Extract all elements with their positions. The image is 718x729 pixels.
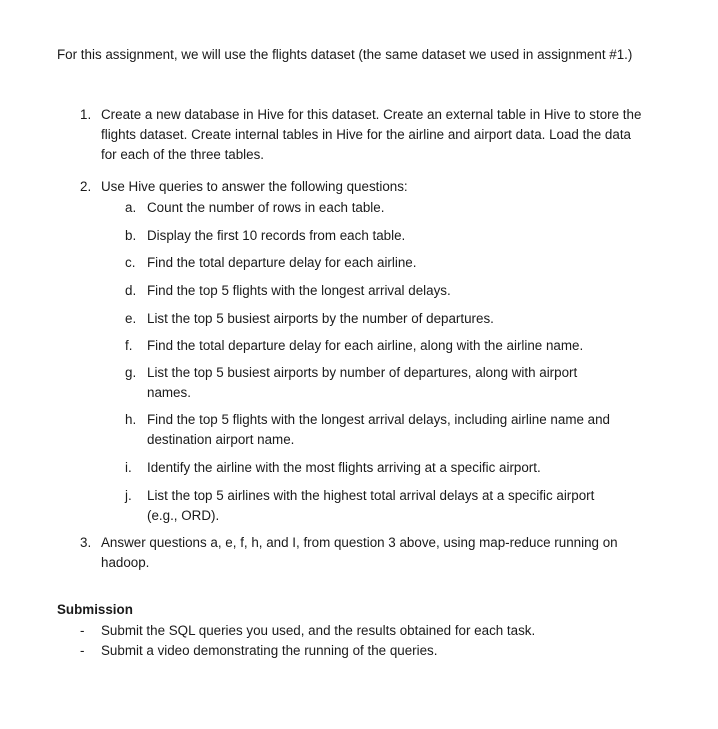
subitem-e-marker: e. — [125, 311, 137, 326]
subitem-d-marker: d. — [125, 283, 137, 298]
subitem-i-text: Identify the airline with the most flights arriving at a specific airport. — [147, 460, 541, 475]
item-1-number: 1. — [80, 107, 92, 122]
item-2-number: 2. — [80, 179, 92, 194]
subitem-a-text: Count the number of rows in each table. — [147, 200, 385, 215]
intro-paragraph: For this assignment, we will use the flights dataset (the same dataset we used in assignment #1.) — [57, 47, 633, 62]
submission-bullet-2-text: Submit a video demonstrating the running of the queries. — [101, 643, 438, 658]
subitem-a-marker: a. — [125, 200, 137, 215]
subitem-h-marker: h. — [125, 412, 137, 427]
subitem-b-marker: b. — [125, 228, 137, 243]
subitem-i-marker: i. — [125, 460, 132, 475]
subitem-g-marker: g. — [125, 365, 137, 380]
subitem-c-text: Find the total departure delay for each airline. — [147, 255, 417, 270]
subitem-e-text: List the top 5 busiest airports by the number of departures. — [147, 311, 494, 326]
submission-bullet-2-marker: - — [80, 643, 85, 658]
subitem-h-text: Find the top 5 flights with the longest arrival delays, including airline name and destination airport name. — [147, 412, 610, 447]
subitem-g-text: List the top 5 busiest airports by number of departures, along with airport names. — [147, 365, 578, 400]
subitem-j-text: List the top 5 airlines with the highest total arrival delays at a specific airport (e.g., ORD). — [147, 488, 595, 523]
item-3-text: Answer questions a, e, f, h, and I, from question 3 above, using map-reduce running on hadoop. — [101, 535, 618, 570]
subitem-b-text: Display the first 10 records from each table. — [147, 228, 406, 243]
subitem-c-marker: c. — [125, 255, 136, 270]
subitem-f-text: Find the total departure delay for each airline, along with the airline name. — [147, 338, 584, 353]
item-2-text: Use Hive queries to answer the following questions: — [101, 179, 408, 194]
item-3-number: 3. — [80, 535, 92, 550]
submission-bullet-1-marker: - — [80, 623, 85, 638]
subitem-j-marker: j. — [125, 488, 132, 503]
item-1-text: Create a new database in Hive for this dataset. Create an external table in Hive to store the flights dataset. Create internal tables in Hive for the airline and airport data. Load the data for each of the three tables. — [101, 107, 642, 162]
subitem-f-marker: f. — [125, 338, 133, 353]
subitem-d-text: Find the top 5 flights with the longest arrival delays. — [147, 283, 451, 298]
submission-heading: Submission — [57, 602, 133, 617]
submission-bullet-1-text: Submit the SQL queries you used, and the results obtained for each task. — [101, 623, 536, 638]
